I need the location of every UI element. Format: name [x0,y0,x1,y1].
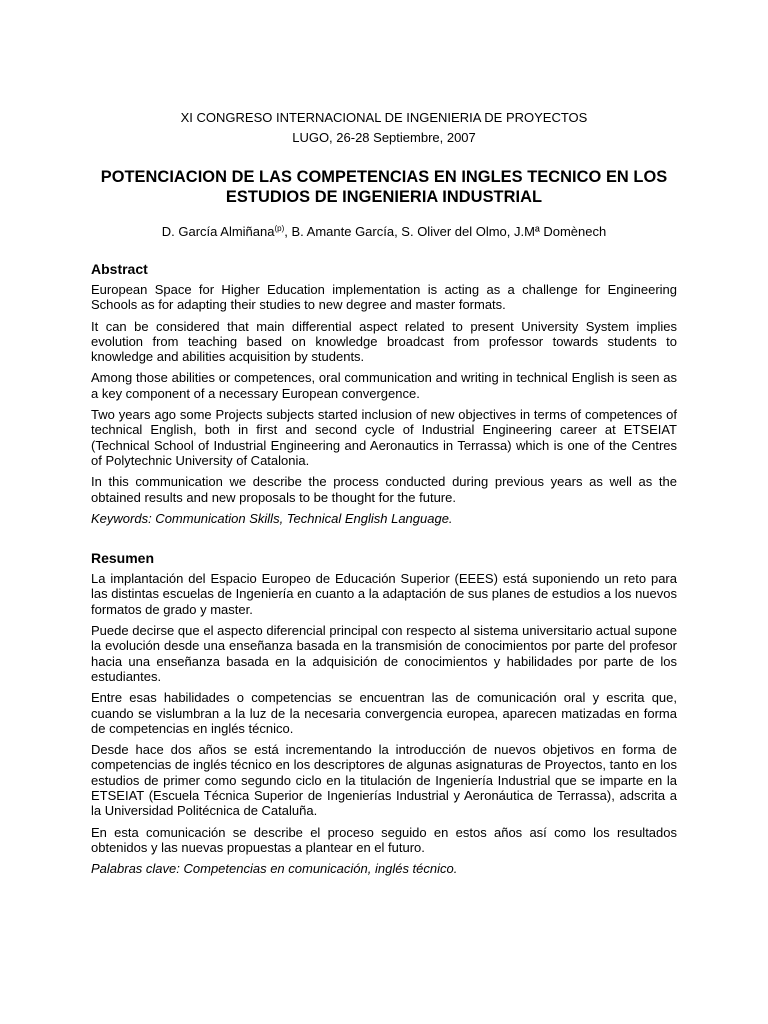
first-author: D. García Almiñana [161,224,275,239]
resumen-heading: Resumen [91,550,155,567]
abstract-section [91,260,677,526]
abstract-heading: Abstract [91,261,148,277]
conference-location-date: LUGO, 26-28 Septiembre, 2007 [292,130,476,145]
resumen-paragraph: Entre esas habilidades o competencias se encuentran las de comunicación oral y escrita que, cuando se vislumbran a la luz de la necesaria convergencia europea, aparecen matizadas en forma de competencias en inglés técnico. [91,690,677,736]
paper-title: POTENCIACION DE LAS COMPETENCIAS EN INGLES TECNICO EN LOS ESTUDIOS DE INGENIERIA INDUSTRIAL [100,168,668,206]
resumen-paragraph: Desde hace dos años se está incrementando la introducción de nuevos objetivos en forma de competencias de inglés técnico en los descriptores de algunas asignaturas de Proyectos, tanto en los estudios de primer como segundo ciclo en la titulación de Ingeniería Industrial que se imparte en la ETSEIAT (Escuela Técnica Superior de Ingenierías Industrial y Aeronáutica de Terrassa), adscrita a la Universidad Politécnica de Cataluña. [91,742,677,819]
abstract-paragraph: Among those abilities or competences, oral communication and writing in technical English is seen as a key component of a necessary European convergence. [91,370,677,401]
abstract-keywords: Keywords: Communication Skills, Technical English Language. [91,510,453,526]
resumen-section [91,549,677,876]
resumen-paragraph: La implantación del Espacio Europeo de Educación Superior (EEES) está suponiendo un reto para las distintas escuelas de Ingeniería en cuanto a la adaptación de sus planes de estudios a los nuevos formatos de grado y master. [91,571,677,617]
conference-name: XI CONGRESO INTERNACIONAL DE INGENIERIA DE PROYECTOS [180,110,588,125]
abstract-paragraph: It can be considered that main differential aspect related to present University System implies evolution from teaching based on knowledge broadcast from professor towards students to knowledge and abilities acquisition by students. [91,318,677,365]
presenter-mark: (p) [274,224,285,233]
author-list [91,224,677,240]
abstract-paragraph: Two years ago some Projects subjects started inclusion of new objectives in terms of competences of technical English, both in first and second cycle of Industrial Engineering career at ETSEIAT (Technical School of Industrial Engineering and Aeronautics in Terrassa) which is one of the Centres of Polytechnic University of Catalonia. [91,407,677,468]
other-authors: , B. Amante García, S. Oliver del Olmo, J.Mª Domènech [284,224,607,239]
abstract-paragraph: European Space for Higher Education implementation is acting as a challenge for Engineering Schools as for adapting their studies to new degree and master formats. [91,282,677,313]
resumen-paragraph: Puede decirse que el aspecto diferencial principal con respecto al sistema universitario actual supone la evolución desde una enseñanza basada en la transmisión de conocimientos por parte del profesor hacia una enseñanza basada en la adquisición de conocimientos y habilidades por parte de los estudiantes. [91,623,677,684]
resumen-keywords: Palabras clave: Competencias en comunicación, inglés técnico. [91,861,458,877]
paper-page [91,108,677,877]
resumen-paragraph: En esta comunicación se describe el proceso seguido en estos años así como los resultados obtenidos y las nuevas propuestas a plantear en el futuro. [91,824,677,855]
abstract-paragraph: In this communication we describe the process conducted during previous years as well as the obtained results and new proposals to be thought for the future. [91,474,677,505]
